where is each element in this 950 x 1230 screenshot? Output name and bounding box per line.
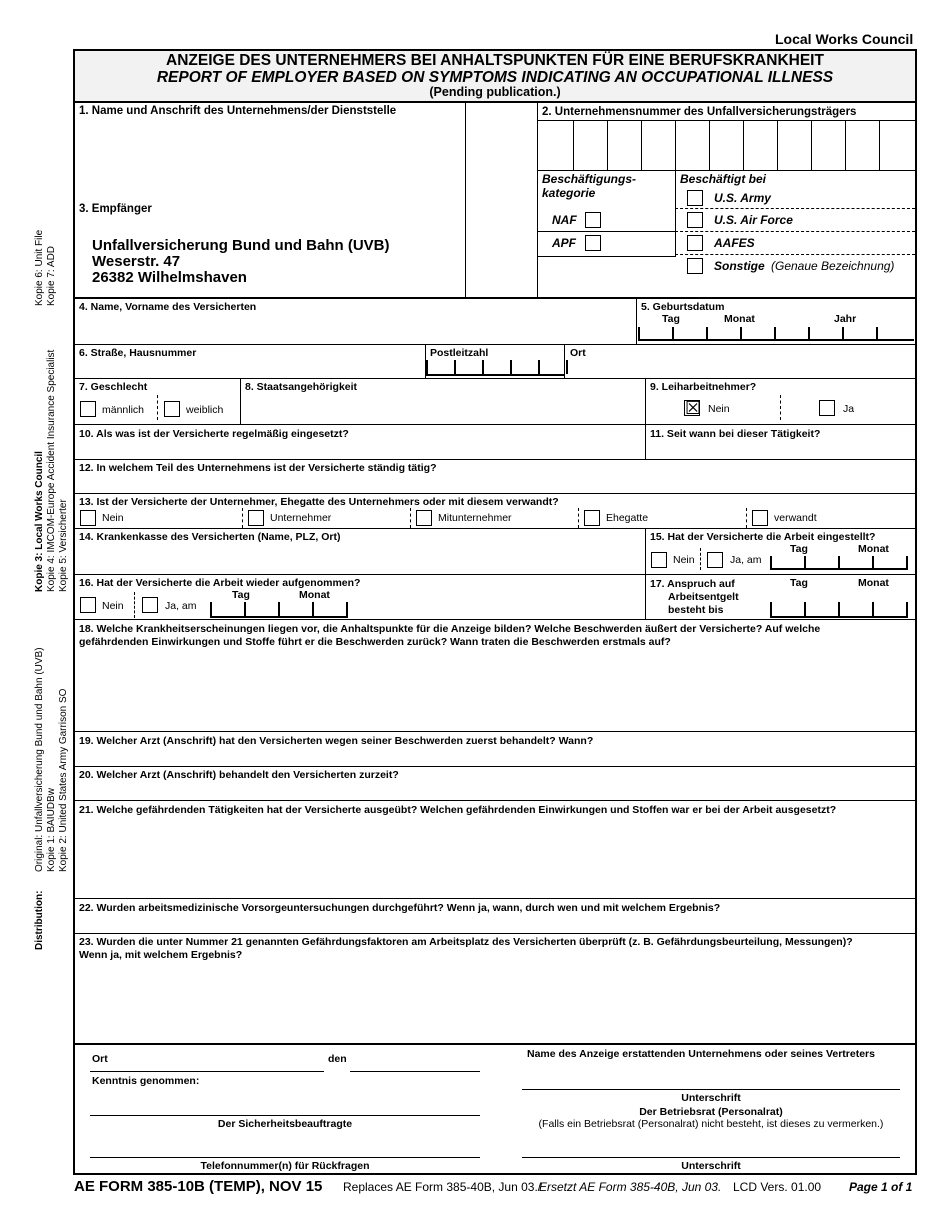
s13-mitunternehmer-label: Mitunternehmer bbox=[438, 512, 512, 524]
s13-ehegatte-label: Ehegatte bbox=[606, 512, 649, 524]
title-de: ANZEIGE DES UNTERNEHMERS BEI ANHALTSPUNKTEN FÜR EINE BERUFSKRANKHEIT bbox=[166, 52, 824, 69]
sicherheit-label: Der Sicherheitsbeauftragte bbox=[217, 1118, 353, 1130]
weiblich-label: weiblich bbox=[186, 404, 224, 416]
sidebar-kopie3: Kopie 3: Local Works Council bbox=[34, 451, 45, 592]
sidebar-kopie2: Kopie 2: United States Army Garrison SO bbox=[58, 688, 69, 872]
recipient-line1: Unfallversicherung Bund und Bahn (UVB) bbox=[92, 237, 390, 254]
corner-label: Local Works Council bbox=[775, 31, 914, 47]
sidebar-kopie7: Kopie 7: ADD bbox=[46, 245, 57, 306]
airforce-label: U.S. Air Force bbox=[714, 213, 793, 227]
category-label-2: kategorie bbox=[542, 186, 596, 200]
sidebar-kopie6: Kopie 6: Unit File bbox=[34, 229, 45, 306]
s17-date-field[interactable] bbox=[770, 602, 908, 618]
leiharbeitnehmer-nein-label: Nein bbox=[708, 403, 730, 415]
maennlich-label: männlich bbox=[102, 404, 145, 416]
section-6-label: 6. Straße, Hausnummer bbox=[79, 347, 197, 359]
employed-by-label: Beschäftigt bei bbox=[680, 172, 767, 186]
signature-den-label: den bbox=[328, 1053, 347, 1065]
s16-nein-label: Nein bbox=[102, 600, 124, 612]
s15-tag-label: Tag bbox=[790, 543, 808, 555]
s15-nein-label: Nein bbox=[673, 554, 695, 566]
footer-ersetzt: Ersetzt AE Form 385-40B, Jun 03. bbox=[539, 1180, 722, 1194]
section-18-label-2: gefährdenden Einwirkungen und Stoffe führt er die Beschwerden zurück? Wann traten die Beschwerden erstmals auf? bbox=[79, 636, 671, 648]
section-19-label: 19. Welcher Arzt (Anschrift) hat den Versicherten wegen seiner Beschwerden zuerst behandelt? Wann? bbox=[79, 735, 594, 747]
s15-monat-label: Monat bbox=[858, 543, 889, 555]
pending-note: (Pending publication.) bbox=[429, 85, 561, 99]
army-checkbox[interactable] bbox=[687, 190, 703, 206]
naf-checkbox[interactable] bbox=[585, 212, 601, 228]
s16-nein-checkbox[interactable] bbox=[80, 597, 96, 613]
s13-nein-label: Nein bbox=[102, 512, 124, 524]
betriebsrat-label: Der Betriebsrat (Personalrat) bbox=[639, 1106, 783, 1118]
s16-date-field[interactable] bbox=[210, 602, 348, 618]
section-20-label: 20. Welcher Arzt (Anschrift) behandelt den Versicherten zurzeit? bbox=[79, 769, 399, 781]
section-3-label: 3. Empfänger bbox=[79, 203, 152, 215]
sonstige-note: (Genaue Bezeichnung) bbox=[771, 259, 895, 273]
s13-nein-checkbox[interactable] bbox=[80, 510, 96, 526]
s13-unternehmer-checkbox[interactable] bbox=[248, 510, 264, 526]
weiblich-checkbox[interactable] bbox=[164, 401, 180, 417]
section-22-label: 22. Wurden arbeitsmedizinische Vorsorgeuntersuchungen durchgeführt? Wenn ja, wann, durch wen und mit welchem Ergebnis? bbox=[79, 902, 721, 914]
recipient-line2: Weserstr. 47 bbox=[92, 253, 181, 270]
postleitzahl-field[interactable] bbox=[426, 360, 564, 376]
ort-label: Ort bbox=[570, 347, 586, 359]
section-11-label: 11. Seit wann bei dieser Tätigkeit? bbox=[650, 428, 821, 440]
telefon-line[interactable] bbox=[90, 1157, 480, 1158]
sidebar-original: Original: Unfallversicherung Bund und Bahn (UVB) bbox=[34, 647, 45, 872]
sidebar-kopie1: Kopie 1: BAIUDBw bbox=[46, 788, 57, 872]
section-17-label: 17. Anspruch auf bbox=[650, 578, 735, 590]
sidebar-kopie4: Kopie 4: IMCOM-Europe Accident Insurance Specialist bbox=[46, 349, 57, 592]
section-7-label: 7. Geschlecht bbox=[79, 381, 148, 393]
section-1-label: 1. Name und Anschrift des Unternehmens/der Dienststelle bbox=[79, 105, 397, 117]
section-16-label: 16. Hat der Versicherte die Arbeit wieder aufgenommen? bbox=[79, 577, 361, 589]
sonstige-label: Sonstige bbox=[714, 259, 765, 273]
aafes-checkbox[interactable] bbox=[687, 235, 703, 251]
birth-tag-label: Tag bbox=[662, 313, 680, 325]
section-18-label: 18. Welche Krankheitserscheinungen liegen vor, die Anhaltspunkte für die Anzeige bilden? Welche Beschwerden äußert der Versicherte? Auf welche bbox=[79, 623, 821, 635]
s17-monat-label: Monat bbox=[858, 577, 889, 589]
footer-replaces: Replaces AE Form 385-40B, Jun 03./ bbox=[343, 1180, 542, 1194]
section-9-label: 9. Leiharbeitnehmer? bbox=[650, 381, 757, 393]
section-12-label: 12. In welchem Teil des Unternehmens ist der Versicherte ständig tätig? bbox=[79, 462, 437, 474]
section-8-label: 8. Staatsangehörigkeit bbox=[245, 381, 358, 393]
s15-ja-label: Ja, am bbox=[730, 554, 762, 566]
airforce-checkbox[interactable] bbox=[687, 212, 703, 228]
section-15-label: 15. Hat der Versicherte die Arbeit eingestellt? bbox=[650, 531, 876, 543]
vertreter-signature-line[interactable] bbox=[522, 1089, 900, 1090]
s15-nein-checkbox[interactable] bbox=[651, 552, 667, 568]
sidebar-kopie5: Kopie 5: Versicherter bbox=[58, 499, 69, 592]
footer-page: Page 1 of 1 bbox=[849, 1180, 913, 1194]
title-en: REPORT OF EMPLOYER BASED ON SYMPTOMS INDICATING AN OCCUPATIONAL ILLNESS bbox=[156, 69, 834, 86]
s16-ja-label: Ja, am bbox=[165, 600, 197, 612]
aafes-label: AAFES bbox=[714, 236, 755, 250]
s16-ja-checkbox[interactable] bbox=[142, 597, 158, 613]
section-14-label: 14. Krankenkasse des Versicherten (Name, PLZ, Ort) bbox=[79, 531, 341, 543]
sonstige-checkbox[interactable] bbox=[687, 258, 703, 274]
betriebsrat-signature-line[interactable] bbox=[522, 1157, 900, 1158]
signature-ort-label: Ort bbox=[92, 1053, 108, 1065]
unterschrift-label-2: Unterschrift bbox=[681, 1160, 741, 1172]
footer-form-number: AE FORM 385-10B (TEMP), NOV 15 bbox=[74, 1178, 323, 1195]
section-10-label: 10. Als was ist der Versicherte regelmäßig eingesetzt? bbox=[79, 428, 349, 440]
birth-jahr-label: Jahr bbox=[834, 313, 857, 325]
leiharbeitnehmer-nein-checkbox[interactable]: ☒ bbox=[685, 398, 702, 418]
birth-monat-label: Monat bbox=[724, 313, 755, 325]
section-23-label: 23. Wurden die unter Nummer 21 genannten Gefährdungsfaktoren am Arbeitsplatz des Versicherten überprüft (z. B. Gefährdungsbeurteilung, Messungen)? bbox=[79, 936, 853, 948]
apf-label: APF bbox=[552, 236, 576, 250]
s13-verwandt-checkbox[interactable] bbox=[752, 510, 768, 526]
sicherheit-line[interactable] bbox=[90, 1115, 480, 1116]
leiharbeitnehmer-ja-checkbox[interactable] bbox=[819, 400, 835, 416]
s16-monat-label: Monat bbox=[299, 589, 330, 601]
s13-verwandt-label: verwandt bbox=[774, 512, 817, 524]
section-17-label-2: Arbeitsentgelt bbox=[668, 591, 739, 603]
recipient-line3: 26382 Wilhelmshaven bbox=[92, 269, 247, 286]
maennlich-checkbox[interactable] bbox=[80, 401, 96, 417]
s13-ehegatte-checkbox[interactable] bbox=[584, 510, 600, 526]
s13-unternehmer-label: Unternehmer bbox=[270, 512, 332, 524]
section-2-label: 2. Unternehmensnummer des Unfallversicherungsträgers bbox=[542, 106, 857, 118]
date-line[interactable] bbox=[350, 1071, 480, 1072]
section-21-label: 21. Welche gefährdenden Tätigkeiten hat der Versicherte ausgeübt? Welchen gefährdenden Einwirkungen und Stoffen war er bei der Arbeit ausgesetzt? bbox=[79, 804, 837, 816]
ort-line[interactable] bbox=[90, 1071, 324, 1072]
telefon-label: Telefonnummer(n) für Rückfragen bbox=[200, 1160, 370, 1172]
footer-lcd-version: LCD Vers. 01.00 bbox=[733, 1180, 822, 1194]
naf-label: NAF bbox=[552, 213, 577, 227]
s15-date-field[interactable] bbox=[770, 556, 908, 570]
kenntnis-label: Kenntnis genommen: bbox=[92, 1075, 200, 1087]
army-label: U.S. Army bbox=[714, 191, 771, 205]
s15-ja-checkbox[interactable] bbox=[707, 552, 723, 568]
betriebsrat-note: (Falls ein Betriebsrat (Personalrat) nicht besteht, ist dieses zu vermerken.) bbox=[538, 1118, 884, 1130]
leiharbeitnehmer-ja-label: Ja bbox=[843, 403, 855, 415]
sidebar-distribution: Distribution: bbox=[34, 890, 45, 950]
s13-mitunternehmer-checkbox[interactable] bbox=[416, 510, 432, 526]
category-label: Beschäftigungs- bbox=[542, 172, 637, 186]
section-4-label: 4. Name, Vorname des Versicherten bbox=[79, 301, 257, 313]
birthdate-field[interactable] bbox=[638, 327, 914, 341]
s17-tag-label: Tag bbox=[790, 577, 808, 589]
section-23-label-2: Wenn ja, mit welchem Ergebnis? bbox=[79, 949, 243, 961]
section-5-label: 5. Geburtsdatum bbox=[641, 301, 725, 313]
vertreter-name-label: Name des Anzeige erstattenden Unternehmens oder seines Vertreters bbox=[527, 1048, 875, 1060]
unterschrift-label-1: Unterschrift bbox=[681, 1092, 741, 1104]
s16-tag-label: Tag bbox=[232, 589, 250, 601]
section-17-label-3: besteht bis bbox=[668, 604, 724, 616]
section-13-label: 13. Ist der Versicherte der Unternehmer, Ehegatte des Unternehmers oder mit diesem verwandt? bbox=[79, 496, 559, 508]
postleitzahl-label: Postleitzahl bbox=[430, 347, 489, 359]
apf-checkbox[interactable] bbox=[585, 235, 601, 251]
